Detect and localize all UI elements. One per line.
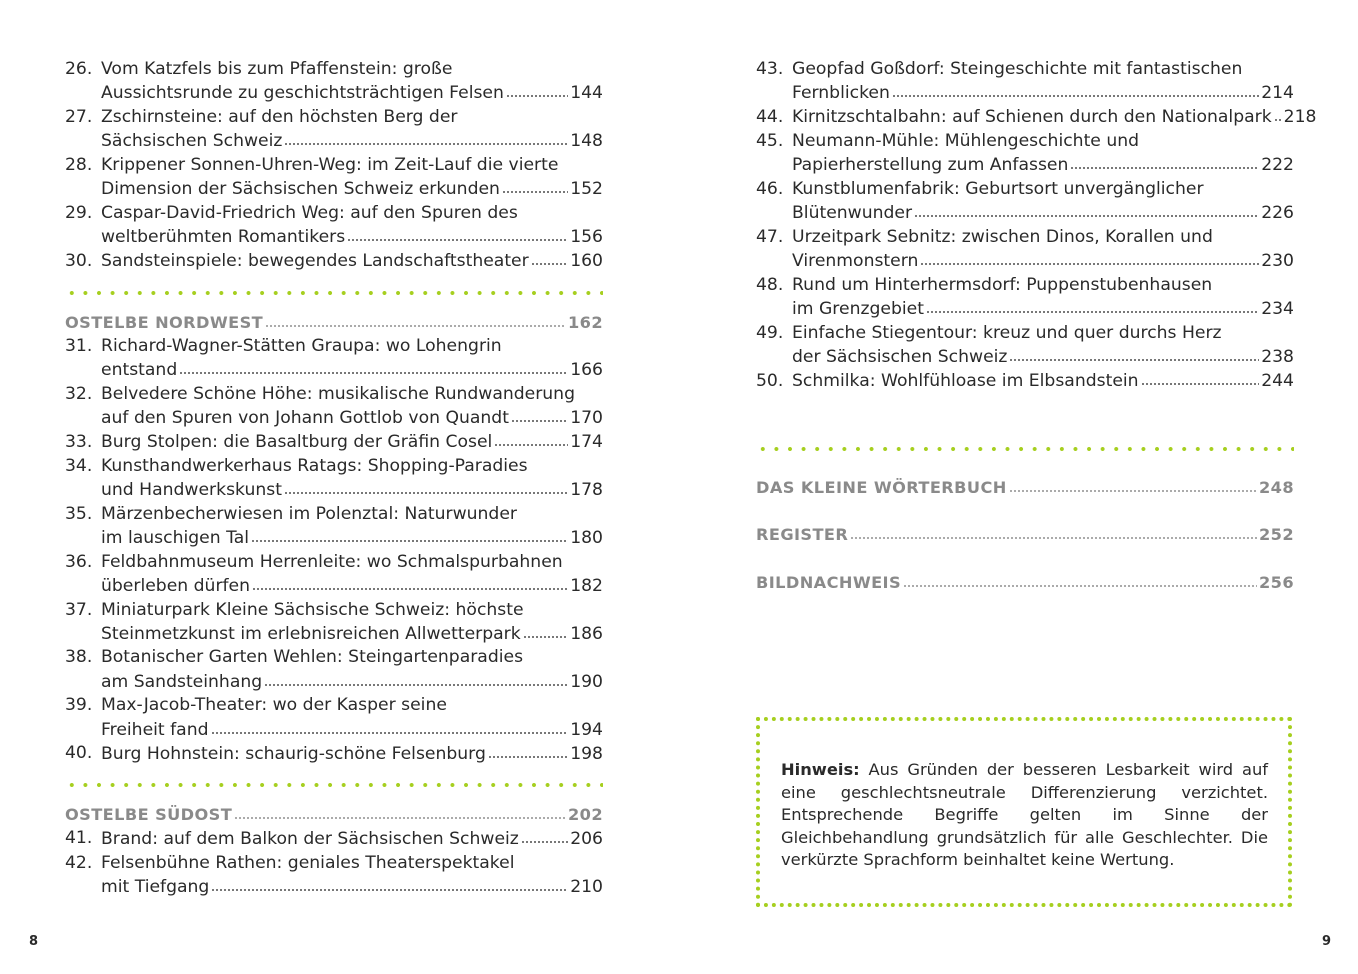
section-heading-bildnachweis[interactable] [756, 571, 1294, 595]
entry-page-number: 156 [570, 226, 603, 247]
section-heading-register[interactable] [756, 523, 1294, 547]
dot-leader [251, 527, 568, 543]
entry-title-line: Steinmetzkunst im erlebnisreichen Allwetterpark [101, 623, 521, 644]
entry-title-line: Belvedere Schöne Höhe: musikalische Rundwanderung [101, 383, 575, 404]
toc-left-column [65, 58, 603, 899]
entry-page-number: 194 [570, 719, 603, 740]
entry-number: 26. [65, 59, 93, 79]
entry-title-line: auf den Spuren von Johann Gottlob von Quandt [101, 407, 509, 428]
entry-title-line: Rund um Hinterhermsdorf: Puppenstubenhausen [792, 274, 1213, 295]
entry-number: 45. [756, 131, 784, 152]
entry-last-line [792, 154, 1294, 178]
entry-page-number: 174 [570, 431, 603, 452]
entry-text [101, 852, 603, 900]
entry-title-line: überleben dürfen [101, 575, 251, 596]
entry-number: 49. [756, 322, 784, 343]
entry-title-line: Caspar-David-Friedrich Weg: auf den Spuren des [101, 202, 518, 223]
dotted-divider [65, 290, 603, 296]
toc-entry[interactable] [65, 431, 603, 455]
entry-text [101, 503, 603, 551]
section-heading-ostelbe-nordwest[interactable] [65, 311, 603, 335]
entry-text [792, 322, 1294, 370]
entry-title-line: Dimension der Sächsischen Schweiz erkunden [101, 178, 500, 199]
entry-last-line [792, 82, 1294, 106]
entry-last-line [101, 742, 603, 766]
entry-page-number: 206 [570, 828, 603, 849]
entry-title-line: Papierherstellung zum Anfassen [792, 155, 1069, 176]
toc-entry[interactable] [65, 202, 603, 250]
entry-title-line: Feldbahnmuseum Herrenleite: wo Schmalspurbahnen [101, 551, 563, 572]
entry-number: 30. [65, 250, 93, 271]
entry-number: 48. [756, 274, 784, 295]
entry-title-line: Sächsischen Schweiz [101, 131, 283, 152]
dotted-divider [65, 782, 603, 788]
toc-entry[interactable] [65, 383, 603, 431]
entry-number: 50. [756, 370, 784, 391]
toc-entry[interactable] [65, 599, 603, 647]
entry-page-number: 178 [570, 479, 603, 500]
dot-leader [284, 130, 568, 146]
entry-number: 36. [65, 551, 93, 572]
dot-leader [234, 805, 566, 820]
entry-title-line: entstand [101, 359, 178, 380]
entry-number: 32. [65, 383, 93, 404]
toc-entry[interactable] [65, 455, 603, 503]
toc-entry[interactable] [756, 106, 1317, 130]
entry-text [101, 58, 603, 106]
entry-text [101, 455, 603, 503]
dotted-divider [756, 446, 1294, 452]
entry-number: 42. [65, 852, 93, 873]
entry-page-number: 210 [570, 876, 603, 897]
dot-leader [920, 250, 1259, 266]
toc-entry[interactable] [65, 694, 603, 742]
entry-last-line [101, 226, 603, 250]
toc-group [65, 827, 603, 899]
entry-number: 43. [756, 59, 784, 79]
entry-title-line: Sandsteinspiele: bewegendes Landschaftstheater [101, 251, 529, 272]
entry-last-line [792, 106, 1317, 130]
entry-text [101, 742, 603, 766]
entry-last-line [101, 407, 603, 431]
toc-entry[interactable] [65, 250, 603, 274]
entry-page-number: 166 [570, 359, 603, 380]
entry-page-number: 186 [570, 623, 603, 644]
toc-group [65, 58, 603, 274]
entry-number: 37. [65, 599, 93, 620]
entry-page-number: 222 [1261, 155, 1294, 176]
entry-last-line [792, 202, 1294, 226]
entry-title-line: Botanischer Garten Wehlen: Steingartenparadies [101, 647, 524, 668]
entry-page-number: 190 [570, 671, 603, 692]
entry-page-number: 226 [1261, 203, 1294, 224]
entry-last-line [101, 670, 603, 694]
toc-entry[interactable] [756, 58, 1294, 106]
entry-text [101, 335, 603, 383]
entry-title-line: Kunsthandwerkerhaus Ratags: Shopping-Paradies [101, 455, 528, 476]
entry-text [101, 646, 603, 694]
entry-page-number: 218 [1283, 107, 1317, 128]
entry-title-line: Aussichtsrunde zu geschichtsträchtigen Felsen [101, 83, 504, 104]
entry-text [792, 178, 1294, 226]
note-text: Aus Gründen der besseren Lesbarkeit wird auf eine geschlechtsneutrale Differenzierung verzichtet. Entsprechende Begriffe gelten im Sinne der Gleichbehandlung grundsätzlich für alle Geschlechter. Die verkürzte Sprachform beinhaltet keine Wertung. [781, 760, 1268, 869]
dot-leader [914, 202, 1259, 218]
dot-leader [1009, 346, 1259, 362]
entry-title-line: mit Tiefgang [101, 876, 210, 897]
toc-entry[interactable] [756, 370, 1294, 394]
entry-text [792, 130, 1294, 178]
entry-page-number: 148 [570, 131, 603, 152]
entry-page-number: 214 [1261, 83, 1294, 104]
dot-leader [903, 572, 1257, 587]
entry-text [101, 383, 603, 431]
entry-last-line [101, 178, 603, 202]
entry-title-line: Märzenbecherwiesen im Polenztal: Naturwunder [101, 503, 517, 524]
entry-title-line: am Sandsteinhang [101, 671, 263, 692]
entry-text [101, 106, 603, 154]
entry-page-number: 182 [570, 575, 603, 596]
entry-text [101, 202, 603, 250]
dot-leader [347, 226, 568, 242]
dot-leader [502, 178, 568, 194]
toc-group [756, 58, 1317, 394]
entry-title-line: Freiheit fand [101, 719, 209, 740]
entry-last-line [101, 130, 603, 154]
entry-title-line: Krippener Sonnen-Uhren-Weg: im Zeit-Lauf die vierte [101, 154, 559, 175]
entry-text [101, 154, 603, 202]
entry-last-line [101, 574, 603, 598]
toc-right-column [756, 58, 1317, 618]
dot-leader [264, 670, 568, 686]
section-page-number: 248 [1259, 477, 1294, 497]
toc-entry[interactable] [65, 827, 603, 851]
entry-title-line: Brand: auf dem Balkon der Sächsischen Schweiz [101, 828, 519, 849]
section-page-number: 252 [1259, 525, 1294, 545]
entry-title-line: Virenmonstern [792, 251, 919, 272]
entry-last-line [792, 250, 1294, 274]
entry-title-line: Felsenbühne Rathen: geniales Theaterspektakel [101, 852, 515, 873]
dot-leader [531, 250, 568, 266]
entry-page-number: 230 [1261, 251, 1294, 272]
entry-number: 40. [65, 743, 93, 764]
toc-entry[interactable] [756, 178, 1294, 226]
entry-title-line: Kunstblumenfabrik: Geburtsort unvergänglicher [792, 178, 1204, 199]
dot-leader [1009, 477, 1257, 492]
entry-text [792, 226, 1294, 274]
entry-page-number: 180 [570, 527, 603, 548]
page-number-right: 9 [1322, 934, 1332, 949]
appendix-sections [756, 476, 1294, 595]
dot-leader [926, 298, 1259, 314]
entry-last-line [101, 827, 603, 851]
entry-text [101, 250, 603, 274]
toc-entry[interactable] [65, 503, 603, 551]
entry-title-line: Burg Hohnstein: schaurig-schöne Felsenburg [101, 743, 486, 764]
entry-text [101, 599, 603, 647]
toc-entry[interactable] [756, 274, 1294, 322]
section-page-number: 162 [568, 312, 603, 332]
entry-last-line [101, 622, 603, 646]
entry-last-line [101, 82, 603, 106]
toc-entry[interactable] [65, 852, 603, 900]
entry-text [792, 274, 1294, 322]
section-page-number: 202 [568, 805, 603, 825]
entry-title-line: Zschirnsteine: auf den höchsten Berg der [101, 106, 458, 127]
entry-page-number: 234 [1261, 298, 1294, 319]
dot-leader [521, 827, 568, 843]
section-title: DAS KLEINE WÖRTERBUCH [756, 477, 1007, 497]
entry-last-line [101, 875, 603, 899]
entry-title-line: Blütenwunder [792, 203, 913, 224]
entry-title-line: Burg Stolpen: die Basaltburg der Gräfin Cosel [101, 431, 493, 452]
entry-last-line [101, 250, 603, 274]
section-heading-ostelbe-suedost[interactable] [65, 803, 603, 827]
dot-leader [179, 359, 568, 375]
entry-last-line [101, 718, 603, 742]
right-page [679, 0, 1358, 974]
dot-leader [211, 718, 569, 734]
section-title: OSTELBE SÜDOST [65, 805, 233, 825]
entry-last-line [792, 370, 1294, 394]
entry-title-line: der Sächsischen Schweiz [792, 346, 1008, 367]
entry-number: 31. [65, 335, 93, 356]
section-page-number: 256 [1259, 572, 1294, 592]
dot-leader [488, 742, 568, 758]
entry-title-line: Neumann-Mühle: Mühlengeschichte und [792, 131, 1140, 152]
entry-title-line: weltberühmten Romantikers [101, 226, 346, 247]
note-label: Hinweis: [781, 760, 860, 779]
entry-number: 38. [65, 647, 93, 668]
entry-last-line [101, 431, 603, 455]
toc-entry[interactable] [65, 742, 603, 766]
entry-title-line: im lauschigen Tal [101, 527, 250, 548]
entry-title-line: Kirnitzschtalbahn: auf Schienen durch den Nationalpark [792, 107, 1272, 128]
entry-page-number: 244 [1261, 370, 1294, 391]
toc-entry[interactable] [65, 106, 603, 154]
toc-entry[interactable] [65, 551, 603, 599]
entry-page-number: 160 [570, 251, 603, 272]
dot-leader [494, 431, 568, 447]
dot-leader [511, 407, 568, 423]
entry-number: 35. [65, 503, 93, 524]
entry-title-line: Max-Jacob-Theater: wo der Kasper seine [101, 695, 447, 716]
toc-entry[interactable] [65, 58, 603, 106]
dot-leader [1274, 106, 1282, 122]
entry-number: 27. [65, 106, 93, 127]
entry-number: 28. [65, 154, 93, 175]
entry-number: 34. [65, 455, 93, 476]
note-paragraph [781, 759, 1268, 872]
entry-text [101, 827, 603, 851]
entry-page-number: 238 [1261, 346, 1294, 367]
dot-leader [850, 525, 1257, 540]
entry-number: 39. [65, 695, 93, 716]
entry-text [101, 694, 603, 742]
dot-leader [1070, 154, 1259, 170]
section-title: BILDNACHWEIS [756, 572, 902, 592]
entry-title-line: Urzeitpark Sebnitz: zwischen Dinos, Korallen und [792, 226, 1213, 247]
entry-title-line: und Handwerkskunst [101, 479, 282, 500]
entry-number: 44. [756, 106, 784, 127]
entry-last-line [792, 298, 1294, 322]
entry-text [792, 106, 1317, 130]
entry-text [101, 431, 603, 455]
entry-last-line [101, 479, 603, 503]
dot-leader [506, 82, 568, 98]
toc-group [65, 335, 603, 767]
entry-page-number: 170 [570, 407, 603, 428]
entry-page-number: 152 [570, 178, 603, 199]
toc-entry[interactable] [65, 646, 603, 694]
entry-title-line: Schmilka: Wohlfühloase im Elbsandstein [792, 370, 1139, 391]
toc-entry[interactable] [65, 154, 603, 202]
section-title: REGISTER [756, 525, 849, 545]
entry-last-line [101, 359, 603, 383]
toc-entry[interactable] [756, 322, 1294, 370]
toc-entry[interactable] [756, 226, 1294, 274]
dot-leader [265, 312, 566, 327]
entry-title-line: Geopfad Goßdorf: Steingeschichte mit fantastischen [792, 59, 1243, 79]
entry-title-line: Vom Katzfels bis zum Pfaffenstein: große [101, 59, 453, 79]
entry-text [101, 551, 603, 599]
entry-text [792, 58, 1294, 106]
entry-number: 33. [65, 431, 93, 452]
entry-text [792, 370, 1294, 394]
dot-leader [892, 82, 1259, 98]
entry-page-number: 144 [570, 83, 603, 104]
entry-number: 46. [756, 178, 784, 199]
dot-leader [284, 479, 568, 495]
entry-number: 29. [65, 202, 93, 223]
entry-number: 41. [65, 828, 93, 849]
section-title: OSTELBE NORDWEST [65, 312, 264, 332]
toc-entry[interactable] [756, 130, 1294, 178]
page-number-left: 8 [29, 934, 39, 949]
entry-title-line: Fernblicken [792, 83, 890, 104]
entry-title-line: Einfache Stiegentour: kreuz und quer durchs Herz [792, 322, 1222, 343]
section-heading-woerterbuch[interactable] [756, 476, 1294, 500]
dot-leader [252, 574, 568, 590]
entry-number: 47. [756, 226, 784, 247]
dot-leader [211, 875, 568, 891]
entry-last-line [792, 346, 1294, 370]
dot-leader [523, 622, 569, 638]
entry-title-line: im Grenzgebiet [792, 298, 924, 319]
entry-title-line: Miniaturpark Kleine Sächsische Schweiz: höchste [101, 599, 524, 620]
entry-page-number: 198 [570, 743, 603, 764]
entry-last-line [101, 527, 603, 551]
entry-title-line: Richard-Wagner-Stätten Graupa: wo Lohengrin [101, 335, 502, 356]
toc-entry[interactable] [65, 335, 603, 383]
dot-leader [1141, 370, 1260, 386]
note-box [756, 717, 1292, 907]
